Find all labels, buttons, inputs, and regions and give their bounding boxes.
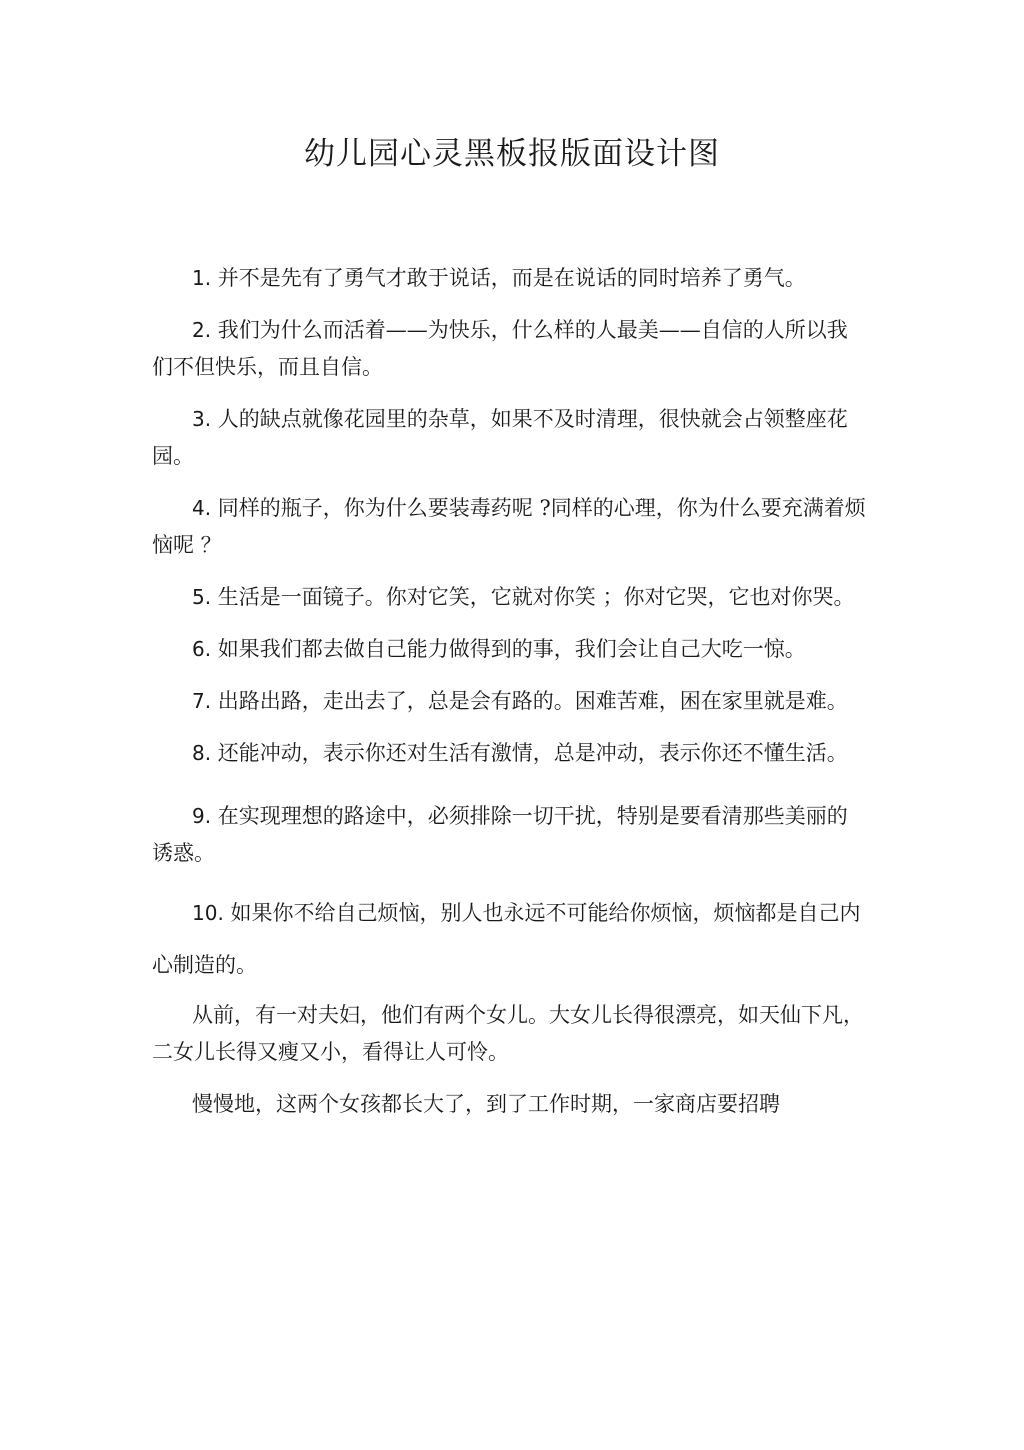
quote-paragraph-4 <box>152 490 867 564</box>
paragraph-number: 8. <box>192 741 212 765</box>
paragraph-text: 我们为什么而活着——为快乐，什么样的人最美——自信的人所以我们不但快乐，而且自信。 <box>152 318 848 379</box>
story-paragraph-2: 慢慢地，这两个女孩都长大了，到了工作时期，一家商店要招聘 <box>192 1092 780 1116</box>
paragraph-text: 如果你不给自己烦恼，别人也永远不可能给你烦恼，烦恼都是自己内心制造的。 <box>152 901 861 977</box>
paragraph-text: 人的缺点就像花园里的杂草，如果不及时清理，很快就会占领整座花园。 <box>152 407 848 468</box>
paragraph-number: 9. <box>192 804 212 828</box>
quote-paragraph-8 <box>152 735 867 772</box>
paragraph-number: 5. <box>192 585 212 609</box>
quote-paragraph-10 <box>152 887 867 991</box>
paragraph-number: 10. <box>192 901 224 925</box>
paragraph-number: 2. <box>192 318 212 342</box>
paragraph-number: 7. <box>192 689 212 713</box>
quote-paragraph-7 <box>152 683 867 720</box>
document-body <box>152 260 867 1138</box>
paragraph-number: 4. <box>192 496 212 520</box>
quote-paragraph-2 <box>152 312 867 386</box>
story-paragraph-1: 从前，有一对夫妇，他们有两个女儿。大女儿长得很漂亮，如天仙下凡，二女儿长得又瘦又小，看得让人可怜。 <box>152 1003 864 1064</box>
paragraph-text: 在实现理想的路途中，必须排除一切干扰，特别是要看清那些美丽的诱惑。 <box>152 804 848 865</box>
paragraph-text: 生活是一面镜子。你对它笑，它就对你笑 ；你对它哭，它也对你哭。 <box>211 585 855 609</box>
paragraph-number: 3. <box>192 407 212 431</box>
paragraph-number: 1. <box>192 266 212 290</box>
quote-paragraph-9 <box>152 798 867 872</box>
page-title: 幼儿园心灵黑板报版面设计图 <box>304 136 720 172</box>
paragraph-text: 并不是先有了勇气才敢于说话，而是在说话的同时培养了勇气。 <box>211 266 806 290</box>
paragraph-text: 还能冲动，表示你还对生活有激情，总是冲动，表示你还不懂生活。 <box>211 741 848 765</box>
quote-paragraph-5 <box>152 579 867 616</box>
quote-paragraph-3 <box>152 401 867 475</box>
paragraph-number: 6. <box>192 637 212 661</box>
quote-paragraph-1 <box>152 260 867 297</box>
quote-paragraph-6 <box>152 631 867 668</box>
paragraph-text: 同样的瓶子，你为什么要装毒药呢 ?同样的心理，你为什么要充满着烦恼呢 ？ <box>152 496 866 557</box>
paragraph-text: 出路出路，走出去了，总是会有路的。困难苦难，困在家里就是难。 <box>211 689 848 713</box>
paragraph-text: 如果我们都去做自己能力做得到的事，我们会让自己大吃一惊。 <box>211 637 806 661</box>
